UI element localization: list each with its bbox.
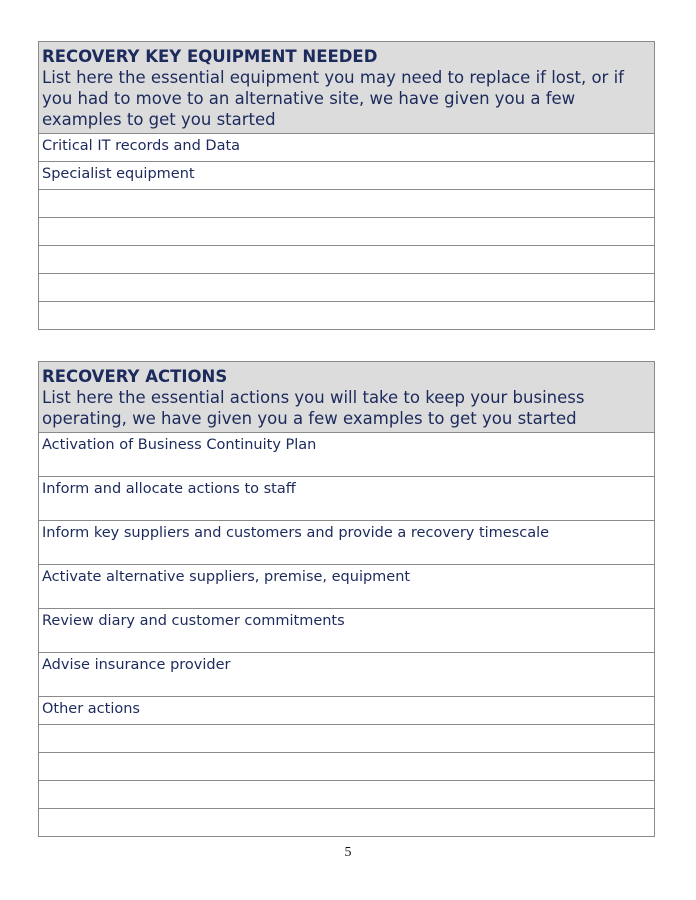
table-cell[interactable] <box>39 302 655 330</box>
equipment-item <box>42 190 651 193</box>
table-cell[interactable] <box>39 134 655 162</box>
action-item: Activation of Business Continuity Plan <box>42 437 317 453</box>
equipment-item: Critical IT records and Data <box>42 138 241 154</box>
table-row <box>39 162 655 190</box>
equipment-item: Specialist equipment <box>42 166 195 182</box>
table-row <box>39 781 655 809</box>
equipment-item <box>42 302 651 305</box>
action-item: Activate alternative suppliers, premise, equipment <box>42 569 411 585</box>
table-row <box>39 521 655 565</box>
table-cell[interactable] <box>39 725 655 753</box>
table-cell[interactable] <box>39 246 655 274</box>
table-row <box>39 302 655 330</box>
table-cell[interactable] <box>39 477 655 521</box>
table-row <box>39 753 655 781</box>
table-cell[interactable] <box>39 190 655 218</box>
action-item <box>42 809 651 812</box>
action-item: Inform and allocate actions to staff <box>42 481 296 497</box>
table-row <box>39 246 655 274</box>
actions-header-row <box>39 362 655 433</box>
table-row <box>39 190 655 218</box>
actions-description: List here the essential actions you will take to keep your business operating, we have given you a few examples to get you started <box>42 388 585 428</box>
action-item: Other actions <box>42 701 140 717</box>
table-cell[interactable] <box>39 653 655 697</box>
table-cell[interactable] <box>39 565 655 609</box>
table-row <box>39 609 655 653</box>
action-item: Advise insurance provider <box>42 657 231 673</box>
action-item: Inform key suppliers and customers and provide a recovery timescale <box>42 525 550 541</box>
table-row <box>39 809 655 837</box>
table-cell[interactable] <box>39 162 655 190</box>
equipment-item <box>42 218 651 221</box>
table-cell[interactable] <box>39 274 655 302</box>
table-cell[interactable] <box>39 609 655 653</box>
equipment-header-row <box>39 42 655 134</box>
actions-header-cell <box>39 362 655 433</box>
action-item: Review diary and customer commitments <box>42 613 345 629</box>
equipment-table <box>38 41 655 330</box>
page-number: 5 <box>344 845 352 860</box>
equipment-header-cell <box>39 42 655 134</box>
actions-title: RECOVERY ACTIONS <box>42 367 228 386</box>
action-item <box>42 753 651 756</box>
action-item <box>42 781 651 784</box>
table-row <box>39 218 655 246</box>
table-row <box>39 134 655 162</box>
table-row <box>39 697 655 725</box>
action-item <box>42 725 651 728</box>
table-cell[interactable] <box>39 218 655 246</box>
table-row <box>39 565 655 609</box>
equipment-item <box>42 246 651 249</box>
table-row <box>39 725 655 753</box>
table-row <box>39 477 655 521</box>
table-row <box>39 433 655 477</box>
table-cell[interactable] <box>39 781 655 809</box>
equipment-item <box>42 274 651 277</box>
table-cell[interactable] <box>39 697 655 725</box>
equipment-description: List here the essential equipment you may need to replace if lost, or if you had to move to an alternative site, we have given you a few examples to get you started <box>42 68 624 129</box>
actions-table <box>38 361 655 837</box>
table-cell[interactable] <box>39 809 655 837</box>
equipment-title: RECOVERY KEY EQUIPMENT NEEDED <box>42 47 378 66</box>
table-cell[interactable] <box>39 433 655 477</box>
table-cell[interactable] <box>39 753 655 781</box>
table-cell[interactable] <box>39 521 655 565</box>
table-row <box>39 653 655 697</box>
table-row <box>39 274 655 302</box>
